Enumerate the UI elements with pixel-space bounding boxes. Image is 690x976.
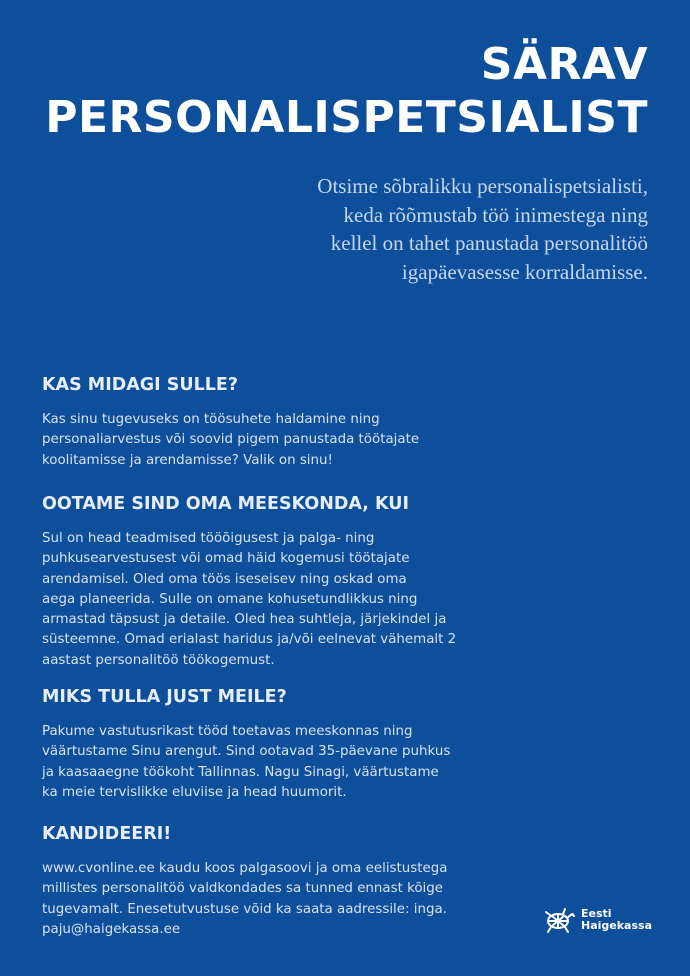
body-line: arendamisel. Oled oma töös iseseisev ning oskad oma bbox=[42, 571, 407, 587]
body-line: aega planeerida. Sulle on omane kohusetundlikkus ning bbox=[42, 591, 418, 607]
haigekassa-logo bbox=[543, 904, 652, 936]
lead-line-4: igapäevasesse korraldamisse. bbox=[401, 259, 648, 284]
lead-paragraph bbox=[208, 172, 648, 286]
section-ootame-sind bbox=[42, 493, 482, 671]
body-line: tugevamalt. Enesetutvustuse võid ka saata aadressile: inga. bbox=[42, 901, 447, 917]
logo-line-1: Eesti bbox=[581, 907, 612, 920]
section-heading: OOTAME SIND OMA MEESKONDA, KUI bbox=[42, 494, 409, 514]
body-line: Kas sinu tugevuseks on töösuhete haldamine ning bbox=[42, 412, 380, 427]
section-body bbox=[42, 859, 482, 940]
body-line: aastast personalitöö töökogemust. bbox=[42, 652, 275, 668]
section-body bbox=[42, 722, 482, 803]
lead-line-1: Otsime sõbralikku personalispetsialisti, bbox=[317, 174, 648, 198]
body-line: süsteemne. Omad erialast haridus ja/või eelnevat vähemalt 2 bbox=[42, 632, 457, 648]
section-heading: MIKS TULLA JUST MEILE? bbox=[42, 687, 287, 707]
turtle-logo-icon bbox=[543, 904, 577, 936]
body-line: www.cvonline.ee kaudu koos palgasoovi ja oma eelistustega bbox=[42, 861, 448, 876]
body-line: personaliarvestus või soovid pigem panustada töötajate bbox=[42, 432, 420, 448]
section-kas-midagi-sulle bbox=[42, 374, 482, 471]
section-heading: KANDIDEERI! bbox=[42, 824, 172, 844]
body-line: paju@haigekassa.ee bbox=[42, 921, 181, 937]
page-title bbox=[45, 38, 648, 144]
section-body bbox=[42, 529, 482, 671]
body-line: ja kaasaaegne töökoht Tallinnas. Nagu Sinagi, väärtustame bbox=[42, 764, 439, 780]
body-line: millistes personalitöö valdkondades sa tunned ennast kõige bbox=[42, 881, 444, 897]
section-kandideeri bbox=[42, 823, 482, 940]
body-line: Pakume vastutusrikast tööd toetavas meeskonnas ning bbox=[42, 724, 413, 739]
section-body bbox=[42, 410, 482, 471]
body-line: ka meie tervislikke eluviise ja head huumorit. bbox=[42, 784, 347, 800]
body-line: väärtustame Sinu arengut. Sind ootavad 35-päevane puhkus bbox=[42, 744, 451, 760]
body-line: koolitamisse ja arendamisse? Valik on sinu! bbox=[42, 452, 333, 468]
title-line-2: PERSONALISPETSIALIST bbox=[45, 92, 648, 143]
section-miks-tulla bbox=[42, 686, 482, 803]
lead-line-3: kellel on tahet panustada personalitöö bbox=[330, 231, 648, 255]
body-line: Sul on head teadmised tööõigusest ja palga- ning bbox=[42, 531, 375, 546]
title-line-1: SÄRAV bbox=[480, 39, 648, 90]
logo-line-2: Haigekassa bbox=[581, 919, 652, 932]
lead-line-2: keda rõõmustab töö inimestega ning bbox=[343, 202, 648, 227]
body-line: armastad täpsust ja detaile. Oled hea suhtleja, järjekindel ja bbox=[42, 612, 447, 628]
logo-wordmark bbox=[581, 908, 652, 932]
section-heading: KAS MIDAGI SULLE? bbox=[42, 375, 238, 395]
body-line: puhkusearvestusest või omad häid kogemusi töötajate bbox=[42, 551, 410, 567]
